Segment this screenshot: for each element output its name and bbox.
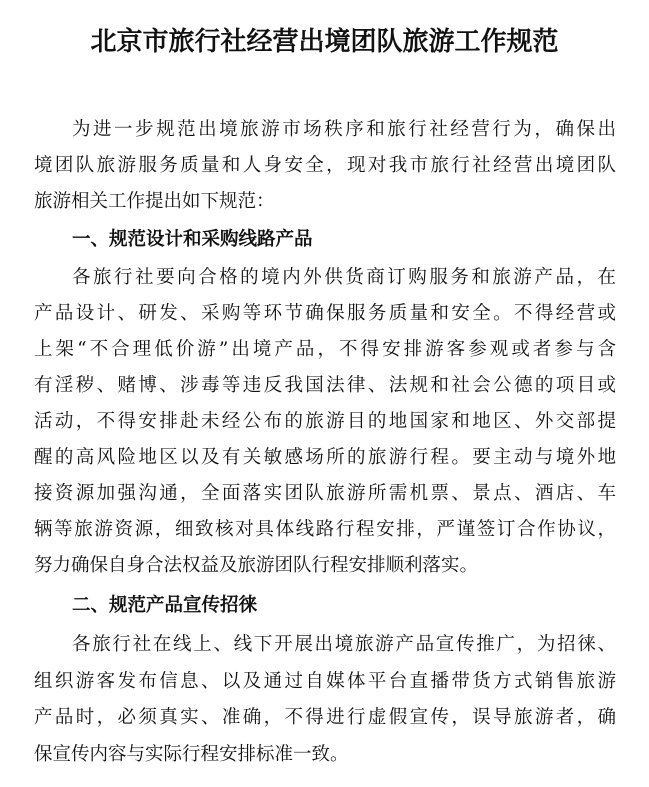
document-title: 北京市旅行社经营出境团队旅游工作规范	[90, 27, 559, 57]
section-heading: 二、规范产品宣传招徕	[72, 595, 258, 616]
paragraph-line: 上架“不合理低价游”出境产品，不得安排游客参观或者参与含	[34, 339, 616, 360]
paragraph-line: 活动，不得安排赴未经公布的旅游目的地国家和地区、外交部提	[34, 411, 616, 432]
paragraph-line: 产品时，必须真实、准确，不得进行虚假宣传，误导旅游者，确	[34, 707, 616, 728]
paragraph-line: 境团队旅游服务质量和人身安全，现对我市旅行社经营出境团队	[34, 155, 616, 176]
paragraph-line: 接资源加强沟通，全面落实团队旅游所需机票、景点、酒店、车	[34, 483, 616, 504]
paragraph-line: 产品设计、研发、采购等环节确保服务质量和安全。不得经营或	[34, 303, 616, 324]
paragraph-line: 保宣传内容与实际行程安排标准一致。	[34, 744, 349, 765]
paragraph-line: 有淫秽、赌博、涉毒等违反我国法律、法规和社会公德的项目或	[34, 375, 616, 396]
paragraph-line: 各旅行社在线上、线下开展出境旅游产品宣传推广，为招徕、	[72, 634, 616, 655]
paragraph-line: 醒的高风险地区以及有关敏感场所的旅游行程。要主动与境外地	[34, 447, 616, 468]
paragraph-line: 组织游客发布信息、以及通过自媒体平台直播带货方式销售旅游	[34, 671, 616, 692]
paragraph-line: 旅游相关工作提出如下规范：	[34, 191, 275, 212]
paragraph-line: 努力确保自身合法权益及旅游团队行程安排顺利落实。	[34, 555, 479, 576]
paragraph-line: 辆等旅游资源，细致核对具体线路行程安排，严谨签订合作协议，	[34, 519, 616, 540]
paragraph-line: 为进一步规范出境旅游市场秩序和旅行社经营行为，确保出	[72, 119, 616, 140]
section-heading: 一、规范设计和采购线路产品	[72, 229, 313, 250]
paragraph-line: 各旅行社要向合格的境内外供货商订购服务和旅游产品，在	[72, 267, 616, 288]
